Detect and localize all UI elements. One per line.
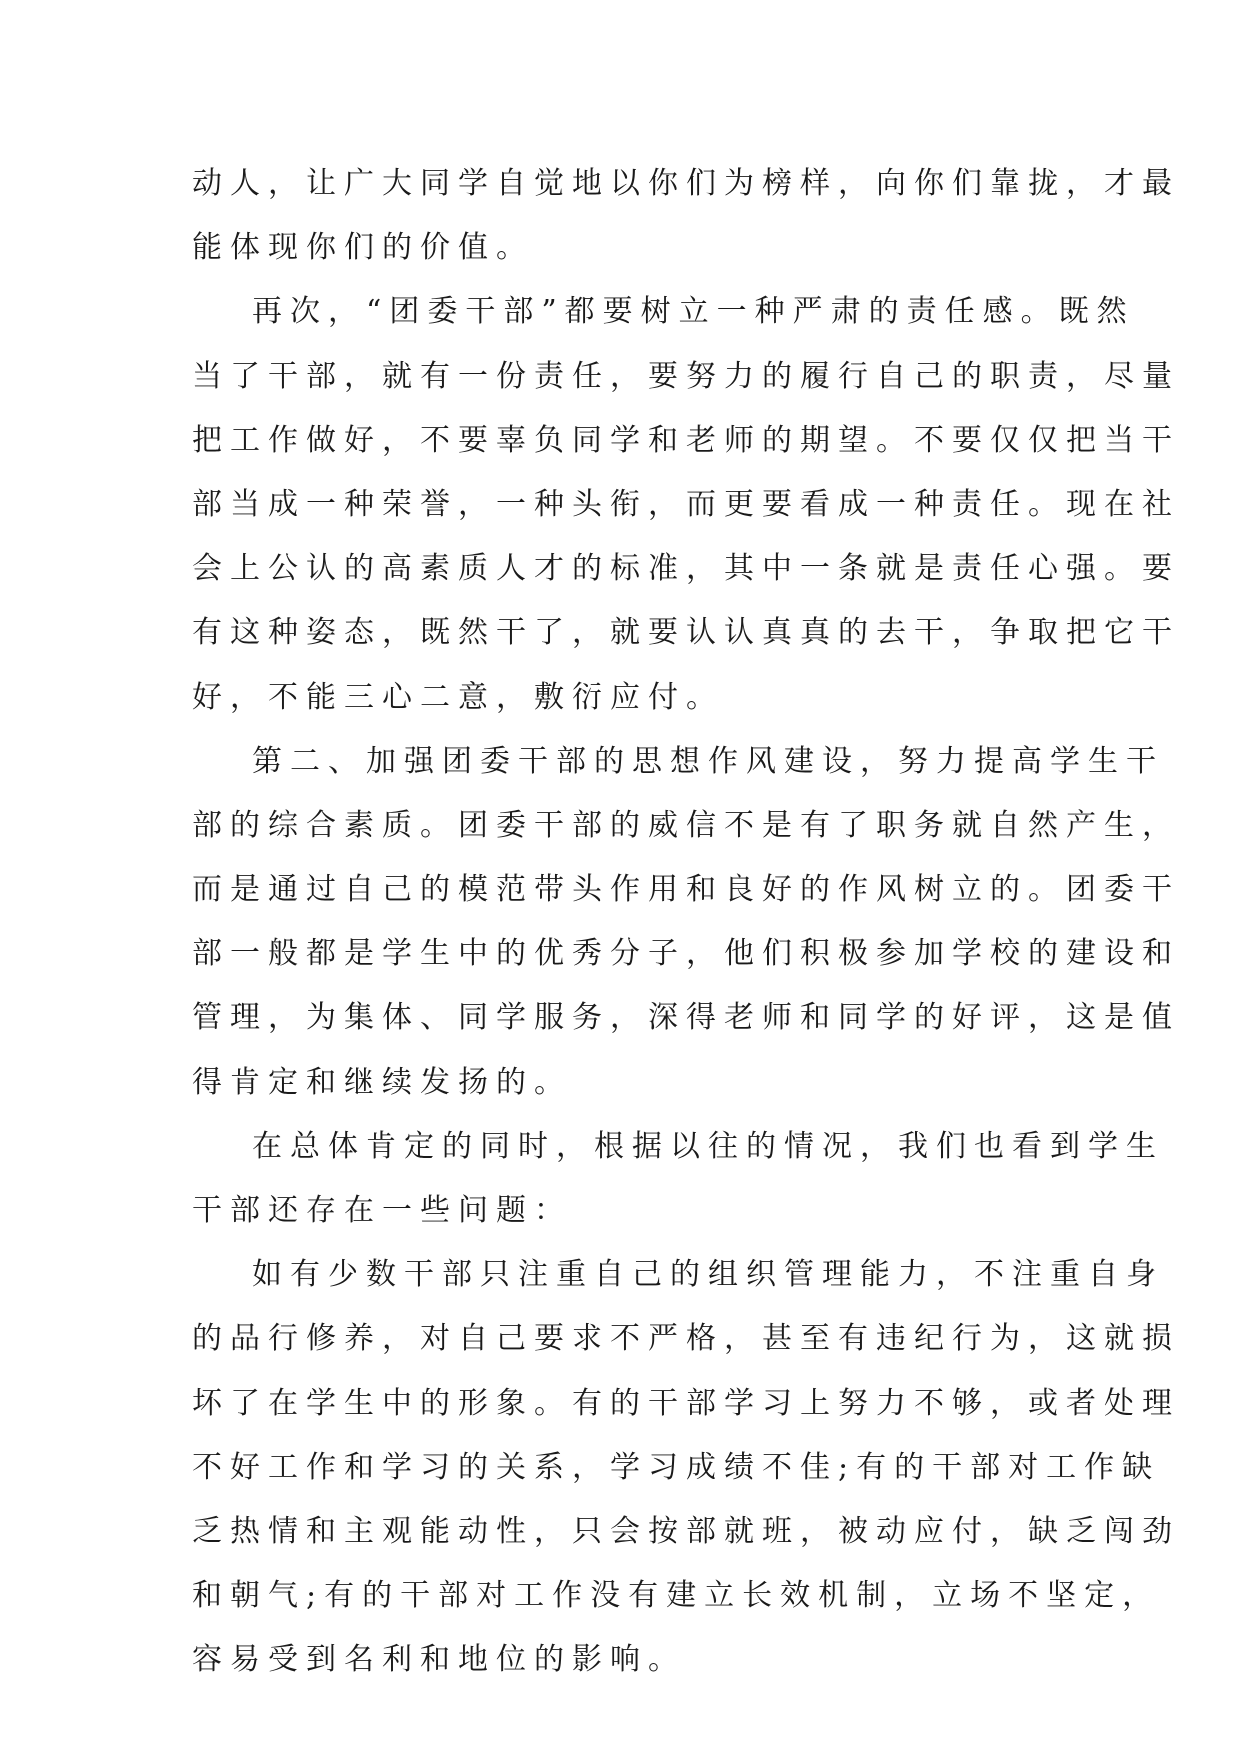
text-line: 能体现你们的价值。 <box>192 230 534 266</box>
text-line: 有这种姿态，既然干了，就要认认真真的去干，争取把它干 <box>192 615 1180 651</box>
text-line: 和朝气;有的干部对工作没有建立长效机制，立场不坚定， <box>192 1578 1161 1614</box>
text-line: 部的综合素质。团委干部的威信不是有了职务就自然产生， <box>192 807 1180 843</box>
text-line: 部当成一种荣誉，一种头衔，而更要看成一种责任。现在社 <box>192 486 1180 522</box>
body-text <box>192 152 1180 1693</box>
text-line: 好，不能三心二意，敷衍应付。 <box>192 679 724 715</box>
text-line: 第二、加强团委干部的思想作风建设，努力提高学生干 <box>252 743 1164 779</box>
text-line: 部一般都是学生中的优秀分子，他们积极参加学校的建设和 <box>192 936 1180 972</box>
text-line: 坏了在学生中的形象。有的干部学习上努力不够，或者处理 <box>192 1385 1180 1421</box>
text-line: 的品行修养，对自己要求不严格，甚至有违纪行为，这就损 <box>192 1321 1180 1357</box>
text-line: 当了干部，就有一份责任，要努力的履行自己的职责，尽量 <box>192 358 1180 394</box>
text-line: 不好工作和学习的关系，学习成绩不佳;有的干部对工作缺 <box>192 1449 1161 1485</box>
text-line: 乏热情和主观能动性，只会按部就班，被动应付，缺乏闯劲 <box>192 1513 1180 1549</box>
text-line: 动人，让广大同学自觉地以你们为榜样，向你们靠拢，才最 <box>192 166 1180 201</box>
text-line: 在总体肯定的同时，根据以往的情况，我们也看到学生 <box>252 1128 1164 1164</box>
text-line: 如有少数干部只注重自己的组织管理能力，不注重自身 <box>252 1257 1164 1293</box>
text-line: 得肯定和继续发扬的。 <box>192 1064 572 1100</box>
text-line: 管理，为集体、同学服务，深得老师和同学的好评，这是值 <box>192 1000 1180 1036</box>
text-line: 而是通过自己的模范带头作用和良好的作风树立的。团委干 <box>192 872 1180 908</box>
text-line: 会上公认的高素质人才的标准，其中一条就是责任心强。要 <box>192 551 1180 587</box>
text-line: 容易受到名利和地位的影响。 <box>192 1642 686 1678</box>
text-line: 再次，“团委干部”都要树立一种严肃的责任感。既然 <box>252 294 1135 330</box>
text-line: 干部还存在一些问题： <box>192 1193 572 1228</box>
text-line: 把工作做好，不要辜负同学和老师的期望。不要仅仅把当干 <box>192 422 1180 458</box>
